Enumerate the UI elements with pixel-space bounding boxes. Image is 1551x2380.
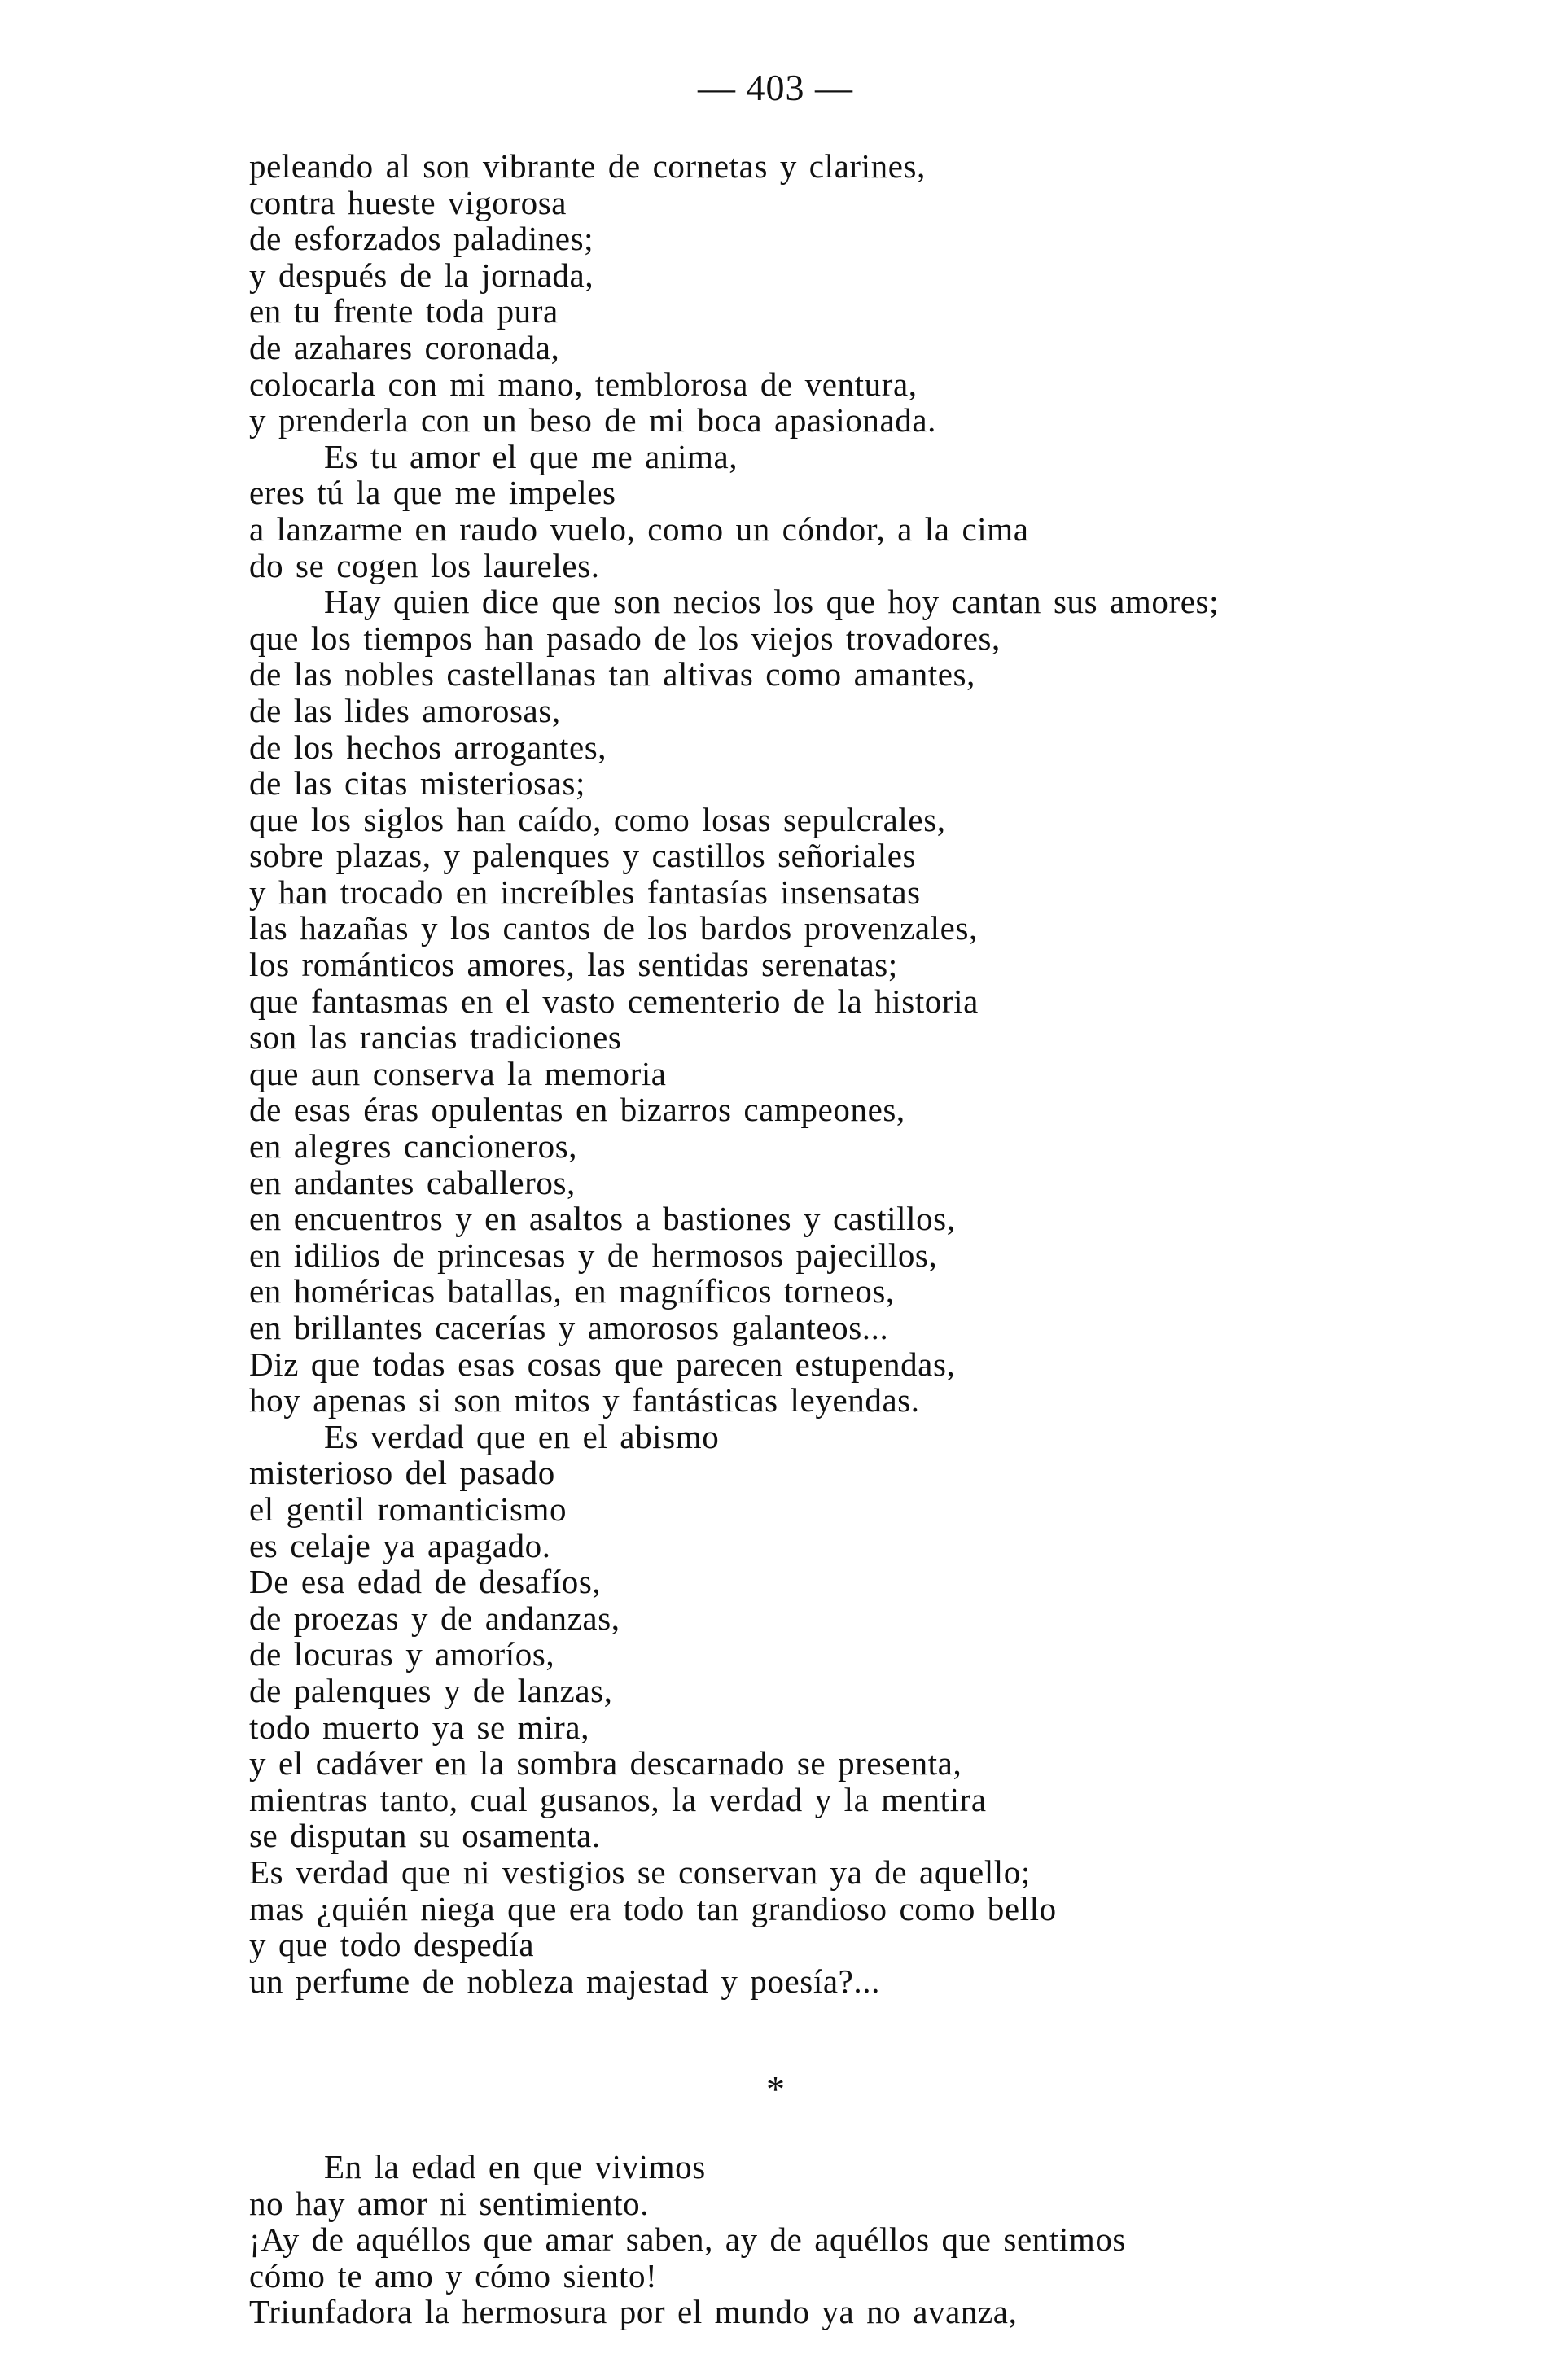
poem-line: son las rancias tradiciones xyxy=(249,1018,622,1057)
poem-line: do se cogen los laureles. xyxy=(249,546,600,584)
poem-line: de proezas y de andanzas, xyxy=(249,1599,620,1637)
poem-line: los románticos amores, las sentidas serenatas; xyxy=(249,946,898,984)
poem-line: En la edad en que vivimos xyxy=(324,2148,706,2185)
poem-line: De esa edad de desafíos, xyxy=(249,1563,602,1601)
poem-line: sobre plazas, y palenques y castillos señoriales xyxy=(249,837,917,875)
poem-line: contra hueste vigorosa xyxy=(249,183,567,221)
poem-line: Hay quien dice que son necios los que hoy cantan sus amores; xyxy=(324,583,1220,621)
poem-line: de locuras y amoríos, xyxy=(249,1635,555,1673)
poem-line: hoy apenas si son mitos y fantásticas leyendas. xyxy=(249,1381,920,1420)
poem-line: Es verdad que en el abismo xyxy=(324,1417,720,1455)
poem-line: en alegres cancioneros, xyxy=(249,1127,578,1166)
poem-stanza-block xyxy=(249,148,1519,1999)
poem-line: mientras tanto, cual gusanos, la verdad y la mentira xyxy=(249,1780,987,1818)
poem-line: que aun conserva la memoria xyxy=(249,1054,667,1092)
poem-line: se disputan su osamenta. xyxy=(249,1817,601,1855)
poem-line: y el cadáver en la sombra descarnado se presenta, xyxy=(249,1744,962,1783)
poem-line: cómo te amo y cómo siento! xyxy=(249,2256,658,2295)
poem-line: ¡Ay de aquéllos que amar saben, ay de aquéllos que sentimos xyxy=(249,2220,1126,2259)
poem-line: Es verdad que ni vestigios se conservan ya de aquello; xyxy=(249,1853,1031,1891)
section-separator: * xyxy=(766,2068,785,2110)
poem-line: de esas éras opulentas en bizarros campeones, xyxy=(249,1091,905,1129)
poem-line: de azahares coronada, xyxy=(249,328,560,366)
poem-line: que los tiempos han pasado de los viejos trovadores, xyxy=(249,619,1001,657)
poem-line: Diz que todas esas cosas que parecen estupendas, xyxy=(249,1345,956,1383)
poem-line: todo muerto ya se mira, xyxy=(249,1708,590,1746)
poem-line: en tu frente toda pura xyxy=(249,292,559,330)
poem-line: y después de la jornada, xyxy=(249,256,594,294)
poem-line: el gentil romanticismo xyxy=(249,1490,567,1528)
poem-line: peleando al son vibrante de cornetas y clarines, xyxy=(249,147,926,185)
poem-line: es celaje ya apagado. xyxy=(249,1526,551,1564)
poem-line: y prenderla con un beso de mi boca apasionada. xyxy=(249,401,937,440)
poem-line: de las lides amorosas, xyxy=(249,691,561,729)
poem-line: en encuentros y en asaltos a bastiones y castillos, xyxy=(249,1200,956,1238)
poem-line: Es tu amor el que me anima, xyxy=(324,437,738,475)
poem-line: colocarla con mi mano, temblorosa de ventura, xyxy=(249,365,918,403)
poem-line: de palenques y de lanzas, xyxy=(249,1671,613,1709)
poem-line: misterioso del pasado xyxy=(249,1454,555,1492)
poem-line: no hay amor ni sentimiento. xyxy=(249,2184,650,2222)
poem-line: y han trocado en increíbles fantasías insensatas xyxy=(249,873,921,911)
poem-line: mas ¿quién niega que era todo tan grandioso como bello xyxy=(249,1889,1057,1927)
page-number: — 403 — xyxy=(698,67,853,108)
poem-line: de esforzados paladines; xyxy=(249,220,594,258)
poem-line: de las citas misteriosas; xyxy=(249,764,585,803)
poem-line: de las nobles castellanas tan altivas como amantes, xyxy=(249,655,975,693)
poem-stanza-block xyxy=(249,2149,1519,2330)
poem-line: en andantes caballeros, xyxy=(249,1163,576,1201)
poem-line: que fantasmas en el vasto cementerio de la historia xyxy=(249,982,979,1020)
poem-line: las hazañas y los cantos de los bardos provenzales, xyxy=(249,909,978,947)
poem-line: un perfume de nobleza majestad y poesía?... xyxy=(249,1962,880,2000)
poem-line: eres tú la que me impeles xyxy=(249,474,616,512)
poem-line: Triunfadora la hermosura por el mundo ya no avanza, xyxy=(249,2293,1018,2331)
poem-line: en brillantes cacerías y amorosos galanteos... xyxy=(249,1309,889,1346)
poem-line: que los siglos han caído, como losas sepulcrales, xyxy=(249,800,946,838)
poem-line: de los hechos arrogantes, xyxy=(249,728,607,766)
poem-line: en idilios de princesas y de hermosos pajecillos, xyxy=(249,1236,938,1274)
poem-line: en homéricas batallas, en magníficos torneos, xyxy=(249,1272,895,1310)
poem-line: a lanzarme en raudo vuelo, como un cóndor, a la cima xyxy=(249,510,1029,548)
poem-line: y que todo despedía xyxy=(249,1926,535,1964)
